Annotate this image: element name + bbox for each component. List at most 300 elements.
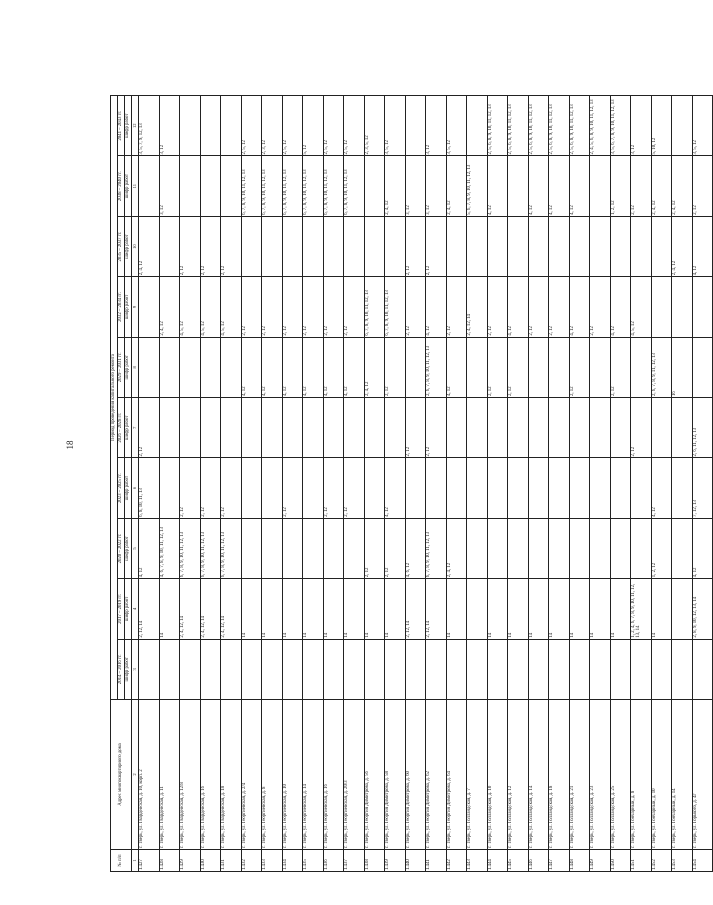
work-code-cell (590, 458, 611, 518)
work-code-cell (323, 518, 344, 578)
table-row (344, 95, 365, 871)
row-number: 1.436 (323, 850, 344, 872)
work-code-cell: 14 (549, 579, 570, 639)
work-code-cell (467, 398, 488, 458)
work-code-cell: 2, 5, 12 (323, 95, 344, 156)
work-code-cell (590, 156, 611, 216)
work-code-cell (241, 458, 262, 518)
work-code-cell (528, 398, 549, 458)
work-code-cell: 2, 12 (569, 337, 590, 397)
work-code-cell (200, 156, 221, 216)
table-row (528, 95, 549, 871)
header-period: Период проведения капитального ремонта (111, 95, 118, 699)
work-code-cell (282, 518, 303, 578)
row-number: 1.449 (590, 850, 611, 872)
work-code-cell: 2, 12 (262, 277, 283, 337)
work-code-cell: 6, 7, 8, 9, 10, 11, 12, 13 (180, 518, 201, 578)
work-code-cell: 4, 5, 12 (631, 277, 652, 337)
work-code-cell: 6, 7, 8, 9, 10, 11, 12, 13 (303, 156, 324, 216)
row-number: 1.451 (631, 850, 652, 872)
header-work-code-8: шифр работ (125, 216, 132, 276)
work-code-cell: 6, 7, 8, 9, 10, 11, 12, 13 (241, 156, 262, 216)
work-code-cell: 4, 12 (528, 156, 549, 216)
header-period-10: 2041 – 2043 гг. (118, 95, 125, 156)
work-code-cell: 2, 8, 9, 10, 12, 13, 14 (692, 579, 713, 639)
work-code-cell: 2, 12 (692, 156, 713, 216)
row-address: г. Тверь, ул. Гвардейская, д. 16 (200, 700, 221, 850)
work-code-cell (344, 518, 365, 578)
page-number: 18 (65, 440, 75, 450)
work-code-cell: 3, 5, 12 (692, 95, 713, 156)
work-code-cell (200, 398, 221, 458)
work-code-cell (282, 216, 303, 276)
column-number-6: 6 (132, 458, 139, 518)
work-code-cell (159, 639, 180, 699)
work-code-cell: 2, 5, 12 (282, 95, 303, 156)
work-code-cell: 4, 12 (344, 337, 365, 397)
work-code-cell: 4, 12 (446, 337, 467, 397)
row-address: г. Тверь, ул. Георгия Димитрова, д. 62 (426, 700, 447, 850)
table-row (323, 95, 344, 871)
work-code-cell: 4, 12 (139, 518, 160, 578)
work-code-cell: 2, 12 (323, 277, 344, 337)
work-code-cell (139, 156, 160, 216)
work-code-cell: 14 (159, 579, 180, 639)
header-period-5: 2026 – 2028 гг. (118, 398, 125, 458)
work-code-cell: 3, 12 (631, 95, 652, 156)
work-code-cell: 3, 12 (405, 156, 426, 216)
work-code-cell (426, 458, 447, 518)
work-code-cell: 2, 12, 14 (426, 579, 447, 639)
work-code-cell (241, 518, 262, 578)
table-row (385, 95, 406, 871)
work-code-cell (528, 337, 549, 397)
column-number-3: 3 (132, 639, 139, 699)
row-number: 1.444 (487, 850, 508, 872)
work-code-cell (508, 156, 529, 216)
work-code-cell (221, 95, 242, 156)
work-code-cell: 6, 7, 8, 9, 10, 11, 12, 13 (200, 518, 221, 578)
work-code-cell: 2, 12 (344, 277, 365, 337)
work-code-cell (590, 398, 611, 458)
work-code-cell (446, 398, 467, 458)
work-code-cell (221, 156, 242, 216)
work-code-cell: 14 (610, 579, 631, 639)
work-code-cell: 16 (672, 337, 693, 397)
work-code-cell: 2, 12 (282, 458, 303, 518)
work-code-cell: 2, 6, 7, 8, 9, 11, 12, 13 (651, 337, 672, 397)
column-number-7: 7 (132, 398, 139, 458)
work-code-cell: 6, 7, 8, 9, 10, 11, 12, 13 (364, 277, 385, 337)
work-code-cell: 2, 5, 6, 8, 9, 10, 11, 12, 13 (528, 95, 549, 156)
row-number: 1.440 (405, 850, 426, 872)
work-code-cell (569, 398, 590, 458)
work-code-cell (467, 579, 488, 639)
work-code-cell: 14 (303, 579, 324, 639)
row-address: г. Тверь, ул. Гончарный, д. 8 (631, 700, 652, 850)
work-code-cell: 3, 12 (426, 156, 447, 216)
work-code-cell (180, 156, 201, 216)
table-row (282, 95, 303, 871)
work-code-cell: 5, 6, 7, 8, 9, 10, 11, 12, 13 (467, 156, 488, 216)
work-code-cell: 2, 4, 12 (139, 216, 160, 276)
table-row (262, 95, 283, 871)
row-address: г. Тверь, ул. Георгиевская, д. 20/3 (344, 700, 365, 850)
table-row (549, 95, 570, 871)
work-code-cell: 2, 4, 12, 14 (180, 579, 201, 639)
work-code-cell: 2, 5, 6, 8, 9, 10, 11, 12, 13 (508, 95, 529, 156)
work-code-cell: 14 (487, 579, 508, 639)
table-row (508, 95, 529, 871)
work-code-cell: 4, 12 (426, 277, 447, 337)
work-code-cell (180, 398, 201, 458)
work-code-cell: 14 (446, 579, 467, 639)
row-address: г. Тверь, ул. Гончарный, д. 10 (651, 700, 672, 850)
row-address: г. Тверь, ул. Георгиевская, д. 2/4 (241, 700, 262, 850)
work-code-cell (303, 398, 324, 458)
work-code-cell (508, 518, 529, 578)
header-work-code-1: шифр работ (125, 639, 132, 699)
work-code-cell: 2, 4, 12 (446, 518, 467, 578)
work-code-cell (446, 216, 467, 276)
work-code-cell: 2, 12 (344, 458, 365, 518)
work-code-cell (549, 398, 570, 458)
work-code-cell (487, 639, 508, 699)
work-code-cell (241, 216, 262, 276)
work-code-cell: 2, 12 (303, 277, 324, 337)
header-period-1: 2014 – 2016 гг. (118, 639, 125, 699)
work-code-cell (200, 639, 221, 699)
work-code-cell (139, 639, 160, 699)
work-code-cell (262, 518, 283, 578)
header-no: № п/п (111, 850, 132, 872)
work-code-cell: 4, 12 (303, 337, 324, 397)
row-address: г. Тверь, ул. Голландская, д. 23 (590, 700, 611, 850)
work-code-cell (405, 458, 426, 518)
work-code-cell (692, 337, 713, 397)
work-code-cell: 2, 5, 6, 8, 9, 10, 11, 12, 13 (569, 95, 590, 156)
work-code-cell (549, 639, 570, 699)
work-code-cell (631, 518, 652, 578)
work-code-cell: 4, 12 (569, 156, 590, 216)
work-code-cell (426, 639, 447, 699)
work-code-cell (590, 639, 611, 699)
row-address: г. Тверь, ул. Гвардейская, д. 12/8 (180, 700, 201, 850)
work-code-cell (651, 398, 672, 458)
work-code-cell: 4, 12 (569, 277, 590, 337)
work-code-cell (446, 639, 467, 699)
work-code-cell (610, 639, 631, 699)
work-code-cell (180, 639, 201, 699)
work-code-cell: 6, 7, 8, 9, 10, 11, 12, 13 (344, 156, 365, 216)
work-code-cell (303, 458, 324, 518)
work-code-cell: 2, 5, 6, 8, 9, 10, 11, 12, 13 (549, 95, 570, 156)
work-code-cell (672, 95, 693, 156)
work-code-cell (282, 398, 303, 458)
work-code-cell: 3, 12 (159, 95, 180, 156)
work-code-cell (590, 518, 611, 578)
table-row (569, 95, 590, 871)
work-code-cell (508, 639, 529, 699)
row-number: 1.429 (180, 850, 201, 872)
row-number: 1.445 (508, 850, 529, 872)
work-code-cell: 2, 12 (282, 277, 303, 337)
row-address: г. Тверь, ул. Георгиевская, д. 10 (282, 700, 303, 850)
work-code-cell (405, 639, 426, 699)
work-code-cell: 2, 12 (180, 458, 201, 518)
work-code-cell: 2, 5, 6, 8, 9, 10, 11, 12, 13 (487, 95, 508, 156)
work-code-cell: 5, 12 (303, 95, 324, 156)
work-code-cell: 3, 5, 12 (385, 95, 406, 156)
row-number: 1.431 (221, 850, 242, 872)
work-code-cell: 14 (385, 579, 406, 639)
work-code-cell: 4, 5, 12 (180, 277, 201, 337)
work-code-cell (344, 639, 365, 699)
work-code-cell: 2, 4, 12 (446, 156, 467, 216)
work-code-cell: 14 (323, 579, 344, 639)
work-code-cell: 2, 12 (405, 216, 426, 276)
work-code-cell: 2, 12 (426, 216, 447, 276)
work-code-cell (262, 458, 283, 518)
work-code-cell: 2, 12 (487, 277, 508, 337)
table-row (303, 95, 324, 871)
header-period-4: 2023 – 2025 гг. (118, 458, 125, 518)
work-code-cell: 4, 12 (508, 277, 529, 337)
work-code-cell (303, 518, 324, 578)
work-code-cell: 3, 12 (426, 95, 447, 156)
work-code-cell (569, 458, 590, 518)
work-code-cell: 7, 12, 13 (692, 458, 713, 518)
header-period-2: 2017 – 2019 гг. (118, 579, 125, 639)
work-code-cell (487, 458, 508, 518)
work-code-cell: 4, 12 (692, 518, 713, 578)
column-number-4: 4 (132, 579, 139, 639)
work-code-cell (200, 95, 221, 156)
work-code-cell (631, 458, 652, 518)
column-number-1: 1 (132, 850, 139, 872)
work-code-cell: 2, 6, 11, 12, 13 (692, 398, 713, 458)
work-code-cell: 2, 4, 12, 14 (200, 579, 221, 639)
work-code-cell: 14 (344, 579, 365, 639)
header-period-3: 2020 – 2022 гг. (118, 518, 125, 578)
work-code-cell (528, 639, 549, 699)
row-address: г. Тверь, ул. Георгия Димитрова, д. 64 (446, 700, 467, 850)
work-code-cell (692, 277, 713, 337)
row-address: г. Тверь, ул. Гвардейская, д. 18 (221, 700, 242, 850)
row-address: г. Тверь, ул. Голландская, д. 12 (508, 700, 529, 850)
work-code-cell: 3, 5, 6, 7, 8, 9, 10, 11, 12, 13 (610, 95, 631, 156)
work-code-cell: 2, 12 (446, 277, 467, 337)
work-code-cell: 2, 12 (323, 458, 344, 518)
work-code-cell: 2, 6, 7, 8, 9, 10, 11, 12, 13 (426, 337, 447, 397)
row-address: г. Тверь, ул. Голландская, д. 18 (549, 700, 570, 850)
work-code-cell (508, 216, 529, 276)
row-number: 1.452 (651, 850, 672, 872)
work-code-cell (569, 639, 590, 699)
work-code-cell (631, 337, 652, 397)
rotated-table-container (110, 96, 698, 872)
work-code-cell (610, 518, 631, 578)
table-row (631, 95, 652, 871)
work-code-cell: 4, 12 (282, 337, 303, 397)
work-code-cell (549, 518, 570, 578)
work-code-cell (344, 216, 365, 276)
work-code-cell: 14 (262, 579, 283, 639)
work-code-cell: 14 (569, 579, 590, 639)
header-period-7: 2032 – 2034 гг. (118, 277, 125, 337)
work-code-cell: 14 (508, 579, 529, 639)
work-code-cell: 4, 12 (241, 337, 262, 397)
row-address: г. Тверь, ул. Гвардейская, д. 10, корп. 2 (139, 700, 160, 850)
work-code-cell (692, 639, 713, 699)
capital-repair-schedule-table (110, 95, 713, 872)
work-code-cell (610, 458, 631, 518)
row-address: г. Тверь, ул. Голландская, д. 7 (467, 700, 488, 850)
work-code-cell (221, 398, 242, 458)
header-work-code-2: шифр работ (125, 579, 132, 639)
table-row (446, 95, 467, 871)
work-code-cell (467, 337, 488, 397)
work-code-cell (528, 518, 549, 578)
row-number: 1.433 (262, 850, 283, 872)
work-code-cell: 2, 12 (631, 398, 652, 458)
work-code-cell (672, 398, 693, 458)
work-code-cell (364, 639, 385, 699)
work-code-cell (364, 216, 385, 276)
work-code-cell (610, 398, 631, 458)
header-work-code-10: шифр работ (125, 95, 132, 156)
work-code-cell (569, 518, 590, 578)
row-address: г. Тверь, ул. Гончарный, д. 14 (672, 700, 693, 850)
work-code-cell: 6, 7, 8, 9, 10, 11, 12, 13 (282, 156, 303, 216)
work-code-cell: 3, 5, 7, 9, 12, 13 (139, 95, 160, 156)
work-code-cell: 2, 4, 12 (159, 277, 180, 337)
work-code-cell: 2, 12 (221, 458, 242, 518)
work-code-cell: 4, 5, 12 (221, 277, 242, 337)
header-work-code-3: шифр работ (125, 518, 132, 578)
row-address: г. Тверь, ул. Голландская, д. 14 (528, 700, 549, 850)
row-address: г. Тверь, ул. Голландская, д. 25 (610, 700, 631, 850)
work-code-cell (221, 639, 242, 699)
work-code-cell (590, 216, 611, 276)
header-work-code-5: шифр работ (125, 398, 132, 458)
work-code-cell: 2, 4, 12, 14 (221, 579, 242, 639)
row-number: 1.435 (303, 850, 324, 872)
work-code-cell: 2, 12 (508, 337, 529, 397)
work-code-cell (672, 277, 693, 337)
row-number: 1.439 (385, 850, 406, 872)
table-row (200, 95, 221, 871)
work-code-cell: 2, 12 (241, 277, 262, 337)
table-row (692, 95, 713, 871)
work-code-cell: 6, 7, 8, 9, 10, 11, 12, 13 (262, 156, 283, 216)
work-code-cell: 4, 6, 7, 8, 9, 10, 11, 12, 13 (159, 518, 180, 578)
work-code-cell: 2, 12 (405, 277, 426, 337)
work-code-cell: 2, 12 (487, 337, 508, 397)
work-code-cell (549, 216, 570, 276)
row-address: г. Тверь, ул. Георгия Димитрова, д. 60 (405, 700, 426, 850)
row-number: 1.442 (446, 850, 467, 872)
work-code-cell (467, 458, 488, 518)
work-code-cell: 6, 7, 8, 9, 10, 11, 12, 13 (426, 518, 447, 578)
column-number-5: 5 (132, 518, 139, 578)
work-code-cell: 6, 7, 8, 9, 10, 11, 12, 13 (221, 518, 242, 578)
work-code-cell: 14 (651, 579, 672, 639)
table-row (180, 95, 201, 871)
work-code-cell (139, 277, 160, 337)
work-code-cell (159, 398, 180, 458)
work-code-cell: 2, 12 (405, 398, 426, 458)
work-code-cell (651, 639, 672, 699)
work-code-cell (672, 639, 693, 699)
work-code-cell: 2, 12 (221, 216, 242, 276)
work-code-cell (528, 458, 549, 518)
work-code-cell: 2, 12 (180, 216, 201, 276)
work-code-cell (651, 277, 672, 337)
header-period-8: 2035 – 2037 гг. (118, 216, 125, 276)
work-code-cell (364, 398, 385, 458)
work-code-cell: 6, 8, 10, 11, 13 (139, 458, 160, 518)
work-code-cell (303, 216, 324, 276)
work-code-cell: 3, 5, 12 (446, 95, 467, 156)
work-code-cell: 2, 4, 5, 6, 8, 9, 10, 11, 12, 13 (590, 95, 611, 156)
work-code-cell (200, 337, 221, 397)
work-code-cell (139, 337, 160, 397)
work-code-cell (344, 398, 365, 458)
row-address: г. Тверь, ул. Георгия Димитрова, д. 56 (364, 700, 385, 850)
work-code-cell: 1, 2, 4, 6, 7, 8, 9, 10, 11, 12, 13, 14 (631, 579, 652, 639)
work-code-cell: 2, 4, 12 (672, 216, 693, 276)
row-address: г. Тверь, ул. Георгиевская, д. 14 (303, 700, 324, 850)
work-code-cell (631, 639, 652, 699)
work-code-cell: 2, 5, 12 (241, 95, 262, 156)
work-code-cell (508, 458, 529, 518)
work-code-cell: 4, 6, 12 (405, 518, 426, 578)
work-code-cell (405, 337, 426, 397)
row-number: 1.446 (528, 850, 549, 872)
work-code-cell: 4, 12 (549, 156, 570, 216)
work-code-cell: 2, 12 (364, 518, 385, 578)
table-row (487, 95, 508, 871)
work-code-cell (180, 95, 201, 156)
column-number-2: 2 (132, 700, 139, 850)
work-code-cell (487, 398, 508, 458)
table-row (467, 95, 488, 871)
work-code-cell: 2, 3, 12 (262, 95, 283, 156)
work-code-cell: 14 (528, 579, 549, 639)
work-code-cell: 1, 2, 12 (651, 518, 672, 578)
header-period-9: 2038 – 2040 гг. (118, 156, 125, 216)
work-code-cell: 2, 12 (528, 277, 549, 337)
table-row (590, 95, 611, 871)
work-code-cell (221, 337, 242, 397)
header-period-6: 2029 – 2031 гг. (118, 337, 125, 397)
work-code-cell (590, 337, 611, 397)
header-work-code-6: шифр работ (125, 337, 132, 397)
work-code-cell: 4, 12 (385, 458, 406, 518)
column-number-12: 12 (132, 95, 139, 156)
work-code-cell (651, 216, 672, 276)
work-code-cell: 2, 12 (200, 216, 221, 276)
work-code-cell: 2, 12 (385, 337, 406, 397)
work-code-cell (364, 458, 385, 518)
row-address: г. Тверь, ул. Голландская, д. 21 (569, 700, 590, 850)
row-number: 1.454 (692, 850, 713, 872)
row-number: 1.441 (426, 850, 447, 872)
work-code-cell: 4, 12 (651, 458, 672, 518)
work-code-cell: 4, 12 (692, 216, 713, 276)
work-code-cell: 14 (364, 579, 385, 639)
